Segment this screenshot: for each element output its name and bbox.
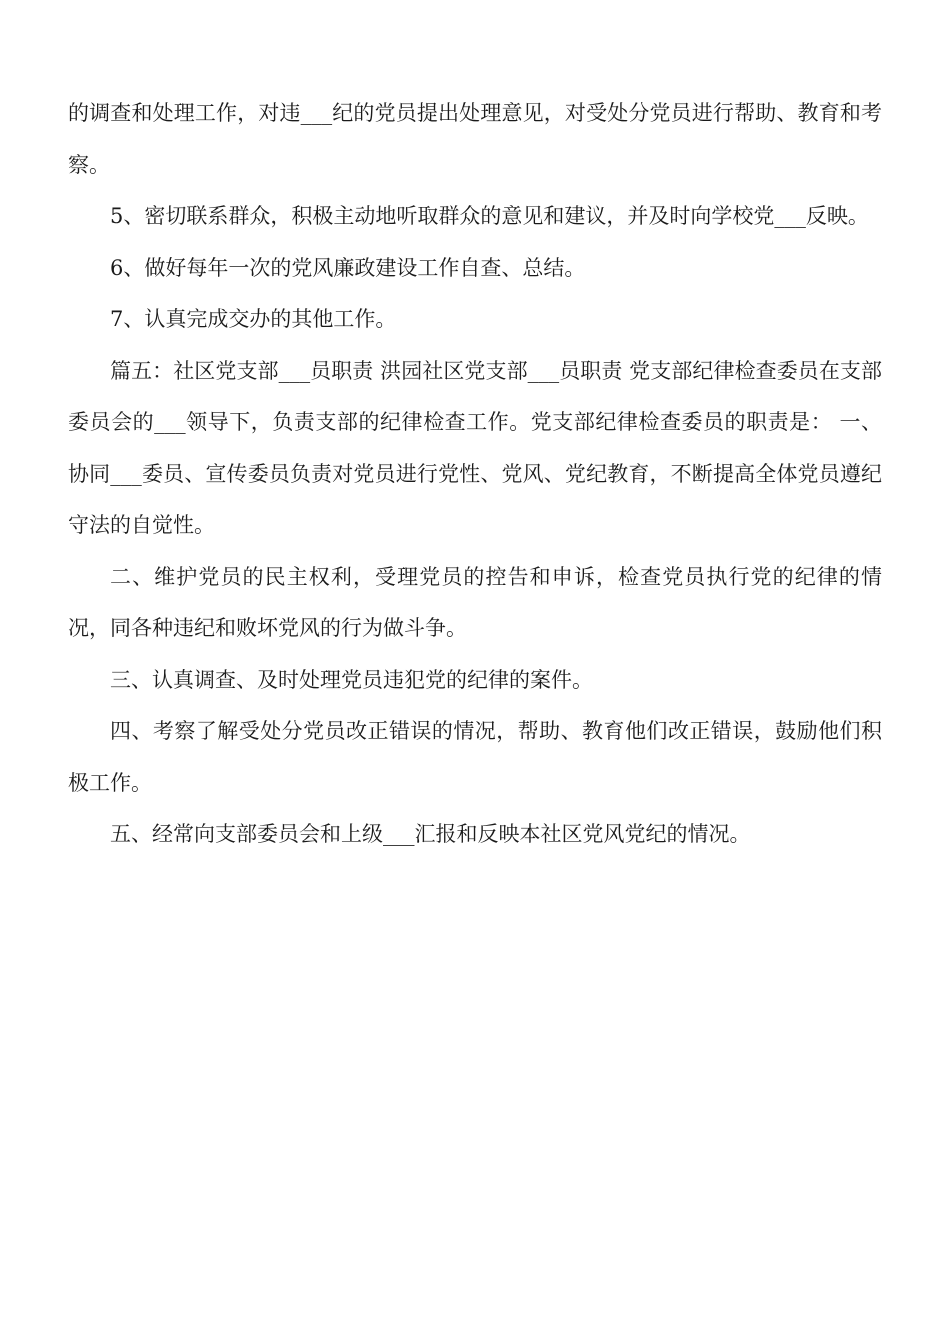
paragraph-item-5: 5、密切联系群众，积极主动地听取群众的意见和建议，并及时向学校党___反映。: [110, 204, 869, 228]
paragraph-section-five: 篇五：社区党支部___员职责 洪园社区党支部___员职责 党支部纪律检查委员在支部委员会的___领导下，负责支部的纪律检查工作。党支部纪律检查委员的职责是： 一、协同___委员、宣传委员负责对党员进行党性、党风、党纪教育，不断提高全体党员遵纪守法的自觉性。: [68, 358, 882, 537]
paragraph-duty-five: 五、经常向支部委员会和上级___汇报和反映本社区党风党纪的情况。: [110, 822, 751, 846]
paragraph-duty-four: 四、考察了解受处分党员改正错误的情况，帮助、教育他们改正错误，鼓励他们积极工作。: [68, 719, 882, 795]
paragraph-duty-three: 三、认真调查、及时处理党员违犯党的纪律的案件。: [110, 667, 593, 692]
paragraph-continuation: 的调查和处理工作，对违___纪的党员提出处理意见，对受处分党员进行帮助、教育和考察。: [68, 101, 882, 177]
paragraph-item-7: 7、认真完成交办的其他工作。: [110, 307, 397, 331]
document-body: [68, 88, 882, 861]
paragraph-item-6: 6、做好每年一次的党风廉政建设工作自查、总结。: [110, 255, 586, 280]
paragraph-duty-two: 二、维护党员的民主权利，受理党员的控告和申诉，检查党员执行党的纪律的情况，同各种违纪和败坏党风的行为做斗争。: [68, 564, 882, 640]
